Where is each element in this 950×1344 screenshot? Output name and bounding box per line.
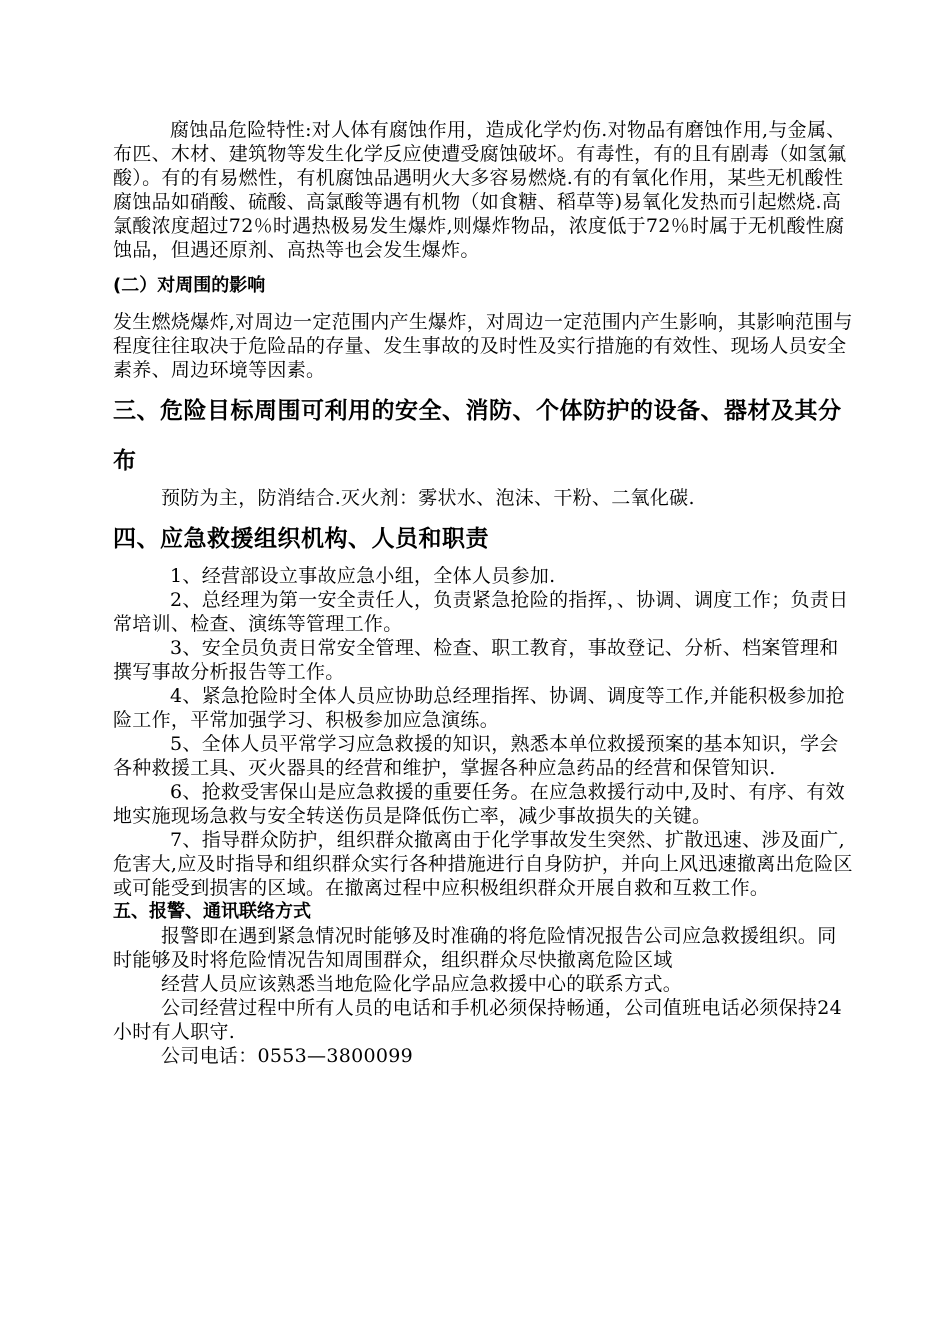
list-item: 1、经营部设立事故应急小组，全体人员参加. bbox=[170, 565, 556, 587]
section-5-paragraph: 经营人员应该熟悉当地危险化学品应急救援中心的联系方式。 bbox=[161, 973, 683, 995]
section-3-heading: 三、危险目标周围可利用的安全、消防、个体防护的设备、器材及其分布 bbox=[113, 398, 842, 474]
intro-paragraph: 腐蚀品危险特性:对人体有腐蚀作用，造成化学灼伤.对物品有磨蚀作用,与金属、布匹、木材、建筑物等发生化学反应使遭受腐蚀破坏。有毒性，有的且有剧毒（如氢氟酸）。有的有易燃性，有机腐蚀品遇明火大多容易燃烧.有的有氧化作用，某些无机酸性腐蚀品如硝酸、硫酸、高氯酸等遇有机物（如食糖、稻草等)易氧化发热而引起燃烧.高氯酸浓度超过72％时遇热极易发生爆炸,则爆炸物品，浓度低于72％时属于无机酸性腐蚀品，但遇还原剂、高热等也会发生爆炸。 bbox=[113, 119, 847, 261]
document-body bbox=[113, 118, 853, 1068]
section-4-heading: 四、应急救援组织机构、人员和职责 bbox=[113, 526, 489, 552]
list-item: 2、总经理为第一安全责任人，负责紧急抢险的指挥，、协调、调度工作；负责日常培训、检查、演练等管理工作。 bbox=[113, 589, 849, 635]
list-item: 7、指导群众防护，组织群众撤离由于化学事故发生突然、扩散迅速、涉及面广,危害大,应及时指导和组织群众实行各种措施进行自身防护，并向上风迅速撤离出危险区或可能受到损害的区域。在撤离过程中应积极组织群众开展自救和互救工作。 bbox=[113, 829, 853, 899]
section-3-text: 预防为主，防消结合.灭火剂：雾状水、泡沫、干粉、二氧化碳. bbox=[161, 487, 695, 509]
section-5-heading: 五、报警、通讯联络方式 bbox=[113, 901, 311, 922]
section-5-paragraph: 公司经营过程中所有人员的电话和手机必须保持畅通，公司值班电话必须保持24小时有人职守. bbox=[113, 997, 842, 1043]
section-5-paragraph: 报警即在遇到紧急情况时能够及时准确的将危险情况报告公司应急救援组织。同时能够及时将危险情况告知周围群众，组织群众尽快撤离危险区域 bbox=[113, 925, 837, 971]
list-item: 5、全体人员平常学习应急救援的知识，熟悉本单位救援预案的基本知识，学会各种救援工具、灭火器具的经营和维护，掌握各种应急药品的经营和保管知识. bbox=[113, 733, 839, 779]
section-2-heading: (二）对周围的影响 bbox=[113, 275, 266, 296]
list-item: 6、抢救受害保山是应急救援的重要任务。在应急救援行动中,及时、有序、有效地实施现场急救与安全转送伤员是降低伤亡率，减少事故损失的关键。 bbox=[113, 781, 845, 827]
section-5-body bbox=[113, 924, 853, 1068]
section-2-text: 发生燃烧爆炸,对周边一定范围内产生爆炸，对周边一定范围内产生影响，其影响范围与程度往往取决于危险品的存量、发生事故的及时性及实行措施的有效性、现场人员安全素养、周边环境等因素。 bbox=[113, 311, 853, 381]
section-4-list bbox=[113, 564, 853, 900]
company-phone: 公司电话：0553—3800099 bbox=[161, 1045, 414, 1067]
list-item: 3、安全员负责日常安全管理、检查、职工教育，事故登记、分析、档案管理和撰写事故分析报告等工作。 bbox=[113, 637, 839, 683]
list-item: 4、紧急抢险时全体人员应协助总经理指挥、协调、调度等工作,并能积极参加抢险工作，平常加强学习、积极参加应急演练。 bbox=[113, 685, 845, 731]
